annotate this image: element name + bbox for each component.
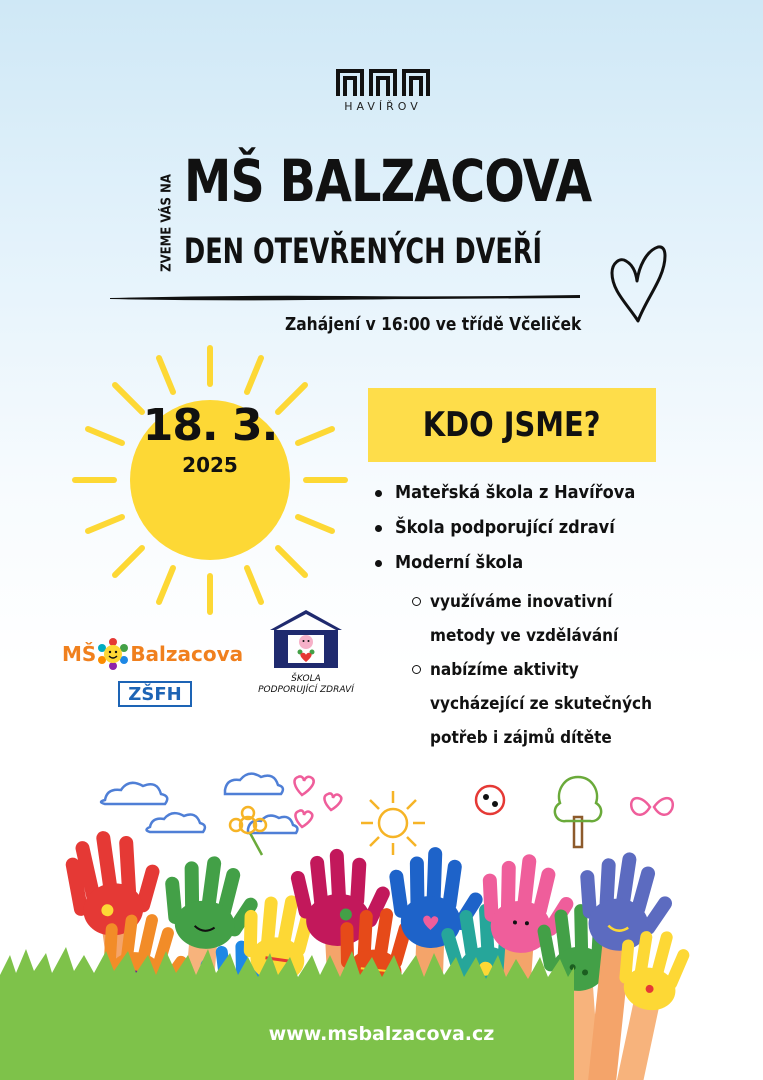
event-title: DEN OTEVŘENÝCH DVEŘÍ [184,232,543,272]
bullet-icon [375,490,382,497]
doodle-sun-icon [361,791,425,855]
doodle-tree-icon [555,777,601,847]
flower-sun-icon [97,638,129,670]
doodle-butterfly-icon [631,798,673,815]
event-day: 18. 3. [142,400,278,451]
brush-underline [108,292,582,302]
invite-text [158,163,176,283]
ms-logo-part1: MŠ [62,642,97,666]
havirov-logo-text: HAVÍŘOV [344,100,422,113]
bullet-icon [375,525,382,532]
bullet-icon [375,560,382,567]
heart-doodle-icon [606,243,670,325]
school-title: MŠ BALZACOVA [184,147,592,215]
skola-logo-line2: PODPORUJÍCÍ ZDRAVÍ [258,685,354,695]
sun-icon [55,340,365,620]
skola-logo-line1: ŠKOLA [291,674,321,684]
small-hearts-icon [295,776,342,827]
sub-list-item: nabízíme aktivity vycházející ze skutečných potřeb i zájmů dítěte [375,653,715,755]
about-heading: KDO JSME? [423,405,601,445]
about-heading-box [368,388,656,462]
about-list [375,478,715,755]
zsfh-logo: ZŠFH [118,681,192,707]
start-info: Zahájení v 16:00 ve třídě Včeliček [285,314,582,335]
doodle-ladybug-icon [476,786,504,814]
hollow-bullet-icon [412,665,421,674]
ms-balzacova-logo [62,638,243,670]
havirov-logo [331,68,435,113]
invite-label: ZVEME VÁS NA [159,174,175,272]
list-item: Moderní škola [375,548,715,583]
list-item: Mateřská škola z Havířova [375,478,715,513]
havirov-logo-mark [335,68,431,98]
hollow-bullet-icon [412,597,421,606]
event-year: 2025 [182,453,238,477]
cloud-doodle-icon [101,774,297,833]
sub-list-item: využíváme inovativní metody ve vzdělávání [375,585,715,653]
ms-logo-part2: Balzacova [130,642,244,666]
event-date [95,400,325,477]
school-house-icon [266,608,346,670]
website-link[interactable]: www.msbalzacova.cz [268,1023,495,1045]
list-item: Škola podporující zdraví [375,513,715,548]
skola-podporujici-zdravi-logo [258,608,354,696]
